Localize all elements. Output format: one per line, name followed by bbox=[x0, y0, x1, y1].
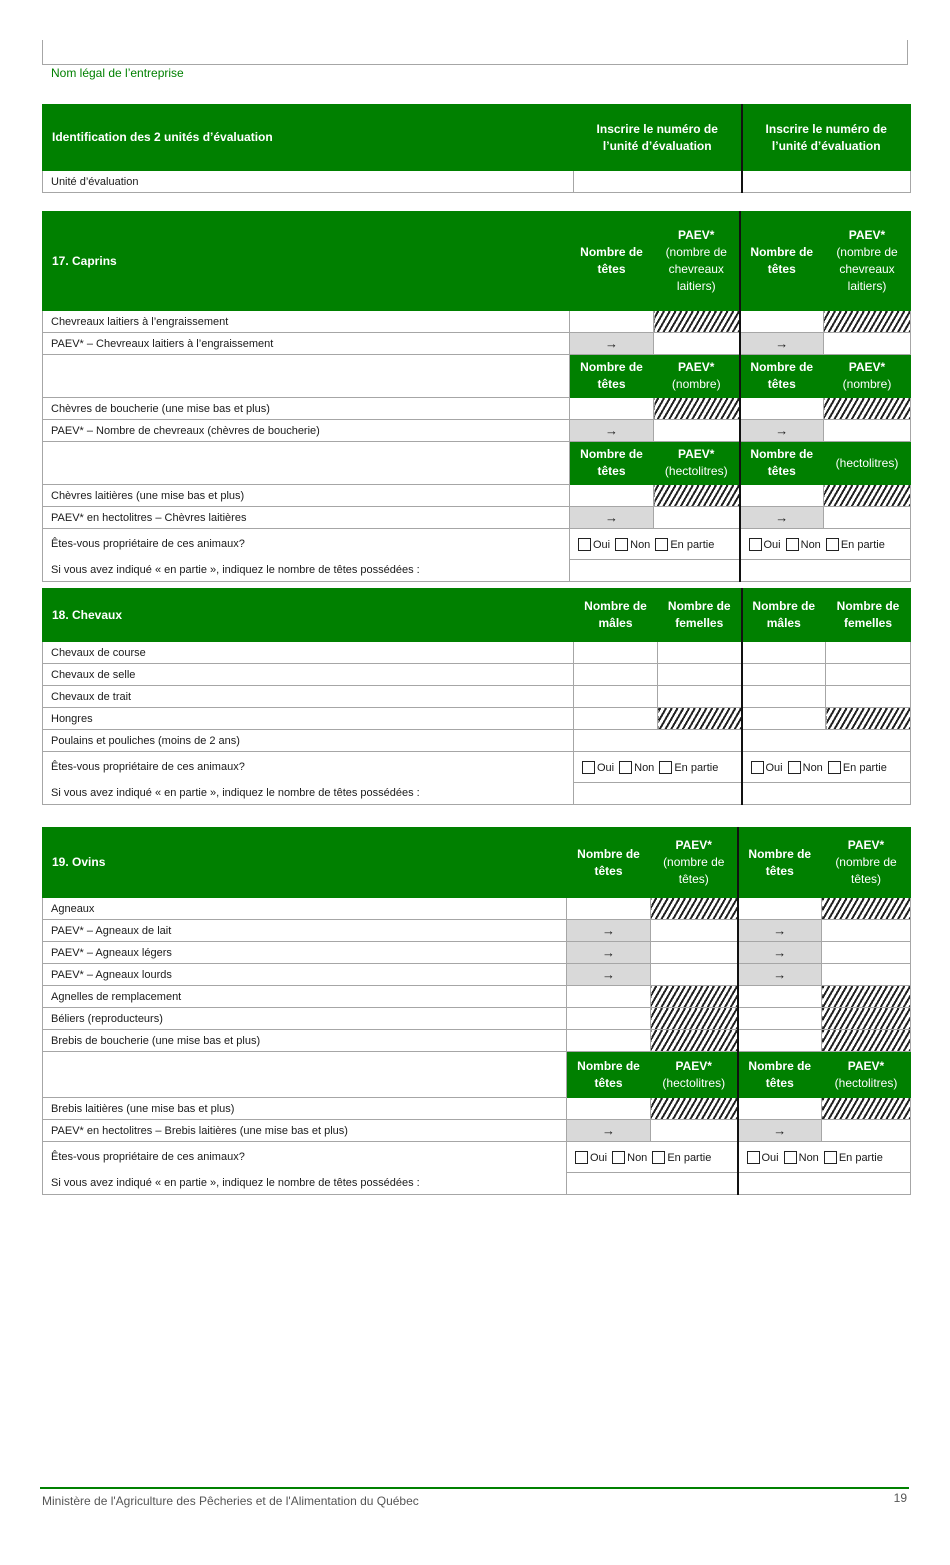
header-unit-number-1: Inscrire le numéro de l’unité d’évaluation bbox=[574, 105, 742, 171]
hatched-cell bbox=[824, 398, 911, 420]
row-label: PAEV* en hectolitres – Brebis laitières (une mise bas et plus) bbox=[43, 1120, 567, 1142]
row-label: Hongres bbox=[43, 708, 574, 730]
row-label: PAEV* – Chevreaux laitiers à l’engraissement bbox=[43, 333, 570, 355]
hatched-cell bbox=[651, 1008, 738, 1030]
owner-options-2: Oui Non En partie bbox=[738, 1142, 911, 1173]
subheader-nb-tetes: Nombre de têtes bbox=[567, 1052, 651, 1098]
arrow-right-icon: → bbox=[738, 920, 822, 942]
row-label-unit: Unité d’évaluation bbox=[43, 171, 574, 193]
input-cell[interactable] bbox=[570, 311, 654, 333]
row-label: Brebis laitières (une mise bas et plus) bbox=[43, 1098, 567, 1120]
ovins-table bbox=[42, 827, 911, 1195]
input-cell[interactable] bbox=[742, 730, 911, 752]
input-cell[interactable] bbox=[651, 920, 738, 942]
subheader-nb-tetes: Nombre de têtes bbox=[570, 355, 654, 398]
hatched-cell bbox=[824, 485, 911, 507]
hatched-cell bbox=[824, 311, 911, 333]
input-cell[interactable] bbox=[738, 986, 822, 1008]
chevaux-title: 18. Chevaux bbox=[43, 589, 574, 642]
input-unit-1[interactable] bbox=[574, 171, 742, 193]
input-cell[interactable] bbox=[654, 507, 740, 529]
checkbox-en-partie[interactable] bbox=[655, 538, 668, 551]
hatched-cell bbox=[826, 708, 911, 730]
hatched-cell bbox=[822, 986, 911, 1008]
arrow-right-icon: → bbox=[567, 942, 651, 964]
arrow-right-icon: → bbox=[570, 507, 654, 529]
arrow-right-icon: → bbox=[738, 942, 822, 964]
arrow-right-icon: → bbox=[738, 964, 822, 986]
row-label: Agneaux bbox=[43, 898, 567, 920]
hatched-cell bbox=[658, 708, 742, 730]
input-owned-heads-1[interactable] bbox=[567, 1173, 738, 1195]
page-number: 19 bbox=[893, 1491, 907, 1505]
hatched-cell bbox=[654, 398, 740, 420]
checkbox-non[interactable] bbox=[788, 761, 801, 774]
hatched-cell bbox=[822, 898, 911, 920]
input-cell[interactable] bbox=[822, 942, 911, 964]
header-nb-tetes-1: Nombre de têtes bbox=[567, 828, 651, 898]
checkbox-en-partie[interactable] bbox=[659, 761, 672, 774]
owner-question: Êtes-vous propriétaire de ces animaux? bbox=[43, 752, 574, 783]
checkbox-oui[interactable] bbox=[575, 1151, 588, 1164]
input-cell[interactable] bbox=[658, 664, 742, 686]
subheader-paev-unit: (hectolitres) bbox=[824, 442, 911, 485]
checkbox-en-partie[interactable] bbox=[826, 538, 839, 551]
row-label: PAEV* – Agneaux de lait bbox=[43, 920, 567, 942]
row-label: Chevaux de selle bbox=[43, 664, 574, 686]
owner-options-1: Oui Non En partie bbox=[567, 1142, 738, 1173]
input-cell[interactable] bbox=[738, 1008, 822, 1030]
input-owned-heads-1[interactable] bbox=[574, 783, 742, 805]
hatched-cell bbox=[651, 986, 738, 1008]
header-paev-2: PAEV* (nombre de chevreaux laitiers) bbox=[824, 212, 911, 311]
input-cell[interactable] bbox=[654, 420, 740, 442]
owner-question: Êtes-vous propriétaire de ces animaux? bbox=[43, 1142, 567, 1173]
header-unit-number-2: Inscrire le numéro de l’unité d’évaluation bbox=[742, 105, 911, 171]
hatched-cell bbox=[654, 485, 740, 507]
checkbox-oui[interactable] bbox=[751, 761, 764, 774]
input-cell[interactable] bbox=[738, 1098, 822, 1120]
checkbox-non[interactable] bbox=[615, 538, 628, 551]
input-cell[interactable] bbox=[658, 642, 742, 664]
input-cell[interactable] bbox=[742, 708, 826, 730]
header-femelles-1: Nombre de femelles bbox=[658, 589, 742, 642]
partial-question: Si vous avez indiqué « en partie », indiquez le nombre de têtes possédées : bbox=[43, 1173, 567, 1195]
input-cell[interactable] bbox=[826, 664, 911, 686]
empty-cell bbox=[43, 355, 570, 398]
input-cell[interactable] bbox=[740, 311, 824, 333]
checkbox-non[interactable] bbox=[784, 1151, 797, 1164]
input-cell[interactable] bbox=[651, 964, 738, 986]
input-cell[interactable] bbox=[567, 986, 651, 1008]
owner-options-2: Oui Non En partie bbox=[742, 752, 911, 783]
arrow-right-icon: → bbox=[567, 1120, 651, 1142]
input-cell[interactable] bbox=[826, 686, 911, 708]
input-cell[interactable] bbox=[570, 485, 654, 507]
partial-question: Si vous avez indiqué « en partie », indiquez le nombre de têtes possédées : bbox=[43, 783, 574, 805]
row-label: PAEV* – Agneaux lourds bbox=[43, 964, 567, 986]
header-paev-1: PAEV* (nombre de chevreaux laitiers) bbox=[654, 212, 740, 311]
partial-question: Si vous avez indiqué « en partie », indiquez le nombre de têtes possédées : bbox=[43, 560, 570, 582]
footer-divider bbox=[40, 1487, 909, 1489]
input-cell[interactable] bbox=[738, 1030, 822, 1052]
checkbox-oui[interactable] bbox=[749, 538, 762, 551]
input-cell[interactable] bbox=[658, 686, 742, 708]
row-label: Chevaux de course bbox=[43, 642, 574, 664]
input-cell[interactable] bbox=[651, 942, 738, 964]
identification-title: Identification des 2 unités d’évaluation bbox=[43, 105, 574, 171]
owner-options-1: Oui Non En partie bbox=[570, 529, 740, 560]
input-cell[interactable] bbox=[567, 898, 651, 920]
owner-question: Êtes-vous propriétaire de ces animaux? bbox=[43, 529, 570, 560]
input-cell[interactable] bbox=[567, 1098, 651, 1120]
legal-name-label: Nom légal de l’entreprise bbox=[51, 66, 184, 80]
input-owned-heads-2[interactable] bbox=[738, 1173, 911, 1195]
header-males-1: Nombre de mâles bbox=[574, 589, 658, 642]
arrow-right-icon: → bbox=[740, 333, 824, 355]
input-owned-heads-2[interactable] bbox=[740, 560, 911, 582]
input-cell[interactable] bbox=[822, 920, 911, 942]
empty-cell bbox=[43, 442, 570, 485]
subheader-nb-tetes: Nombre de têtes bbox=[738, 1052, 822, 1098]
input-cell[interactable] bbox=[824, 420, 911, 442]
input-cell[interactable] bbox=[567, 1008, 651, 1030]
subheader-paev: PAEV* (nombre) bbox=[824, 355, 911, 398]
row-label: Poulains et pouliches (moins de 2 ans) bbox=[43, 730, 574, 752]
input-cell[interactable] bbox=[822, 1120, 911, 1142]
input-cell[interactable] bbox=[574, 686, 658, 708]
input-cell[interactable] bbox=[651, 1120, 738, 1142]
input-cell[interactable] bbox=[574, 642, 658, 664]
input-cell[interactable] bbox=[574, 664, 658, 686]
checkbox-en-partie[interactable] bbox=[652, 1151, 665, 1164]
row-label: Chèvres laitières (une mise bas et plus) bbox=[43, 485, 570, 507]
checkbox-oui[interactable] bbox=[582, 761, 595, 774]
hatched-cell bbox=[651, 1098, 738, 1120]
identification-table bbox=[42, 104, 911, 193]
caprins-title: 17. Caprins bbox=[43, 212, 570, 311]
input-cell[interactable] bbox=[567, 1030, 651, 1052]
row-label: Brebis de boucherie (une mise bas et plus) bbox=[43, 1030, 567, 1052]
checkbox-en-partie[interactable] bbox=[828, 761, 841, 774]
checkbox-en-partie[interactable] bbox=[824, 1151, 837, 1164]
input-cell[interactable] bbox=[738, 898, 822, 920]
checkbox-oui[interactable] bbox=[578, 538, 591, 551]
input-cell[interactable] bbox=[740, 485, 824, 507]
owner-options-2: Oui Non En partie bbox=[740, 529, 911, 560]
empty-cell bbox=[43, 1052, 567, 1098]
hatched-cell bbox=[654, 311, 740, 333]
row-label: Béliers (reproducteurs) bbox=[43, 1008, 567, 1030]
header-nb-tetes-1: Nombre de têtes bbox=[570, 212, 654, 311]
input-cell[interactable] bbox=[826, 642, 911, 664]
subheader-nb-tetes: Nombre de têtes bbox=[570, 442, 654, 485]
row-label: PAEV* – Agneaux légers bbox=[43, 942, 567, 964]
arrow-right-icon: → bbox=[567, 920, 651, 942]
subheader-nb-tetes: Nombre de têtes bbox=[740, 442, 824, 485]
subheader-nb-tetes: Nombre de têtes bbox=[740, 355, 824, 398]
checkbox-oui[interactable] bbox=[747, 1151, 760, 1164]
hatched-cell bbox=[822, 1030, 911, 1052]
arrow-right-icon: → bbox=[567, 964, 651, 986]
input-cell[interactable] bbox=[742, 642, 826, 664]
row-label: PAEV* en hectolitres – Chèvres laitières bbox=[43, 507, 570, 529]
input-cell[interactable] bbox=[574, 730, 742, 752]
input-owned-heads-1[interactable] bbox=[570, 560, 740, 582]
arrow-right-icon: → bbox=[570, 420, 654, 442]
row-label: Agnelles de remplacement bbox=[43, 986, 567, 1008]
checkbox-non[interactable] bbox=[612, 1151, 625, 1164]
input-cell[interactable] bbox=[822, 964, 911, 986]
row-label: Chevaux de trait bbox=[43, 686, 574, 708]
caprins-table bbox=[42, 211, 911, 582]
owner-options-1: Oui Non En partie bbox=[574, 752, 742, 783]
legal-name-field[interactable] bbox=[42, 40, 908, 65]
header-nb-tetes-2: Nombre de têtes bbox=[740, 212, 824, 311]
input-cell[interactable] bbox=[574, 708, 658, 730]
subheader-paev: PAEV* (hectolitres) bbox=[822, 1052, 911, 1098]
hatched-cell bbox=[822, 1098, 911, 1120]
input-unit-2[interactable] bbox=[742, 171, 911, 193]
header-paev-1: PAEV* (nombre de têtes) bbox=[651, 828, 738, 898]
arrow-right-icon: → bbox=[570, 333, 654, 355]
subheader-paev: PAEV* (hectolitres) bbox=[654, 442, 740, 485]
header-paev-2: PAEV* (nombre de têtes) bbox=[822, 828, 911, 898]
hatched-cell bbox=[651, 1030, 738, 1052]
ovins-title: 19. Ovins bbox=[43, 828, 567, 898]
input-cell[interactable] bbox=[654, 333, 740, 355]
hatched-cell bbox=[822, 1008, 911, 1030]
arrow-right-icon: → bbox=[740, 420, 824, 442]
input-owned-heads-2[interactable] bbox=[742, 783, 911, 805]
footer-ministry: Ministère de l'Agriculture des Pêcheries et de l'Alimentation du Québec bbox=[42, 1494, 419, 1508]
chevaux-table bbox=[42, 588, 911, 805]
header-nb-tetes-2: Nombre de têtes bbox=[738, 828, 822, 898]
subheader-paev: PAEV* (nombre) bbox=[654, 355, 740, 398]
arrow-right-icon: → bbox=[740, 507, 824, 529]
input-cell[interactable] bbox=[824, 333, 911, 355]
header-femelles-2: Nombre de femelles bbox=[826, 589, 911, 642]
input-cell[interactable] bbox=[570, 398, 654, 420]
subheader-paev: PAEV* (hectolitres) bbox=[651, 1052, 738, 1098]
input-cell[interactable] bbox=[742, 686, 826, 708]
header-males-2: Nombre de mâles bbox=[742, 589, 826, 642]
hatched-cell bbox=[651, 898, 738, 920]
input-cell[interactable] bbox=[824, 507, 911, 529]
row-label: Chèvres de boucherie (une mise bas et plus) bbox=[43, 398, 570, 420]
row-label: PAEV* – Nombre de chevreaux (chèvres de boucherie) bbox=[43, 420, 570, 442]
checkbox-non[interactable] bbox=[786, 538, 799, 551]
row-label: Chevreaux laitiers à l’engraissement bbox=[43, 311, 570, 333]
input-cell[interactable] bbox=[740, 398, 824, 420]
checkbox-non[interactable] bbox=[619, 761, 632, 774]
input-cell[interactable] bbox=[742, 664, 826, 686]
arrow-right-icon: → bbox=[738, 1120, 822, 1142]
